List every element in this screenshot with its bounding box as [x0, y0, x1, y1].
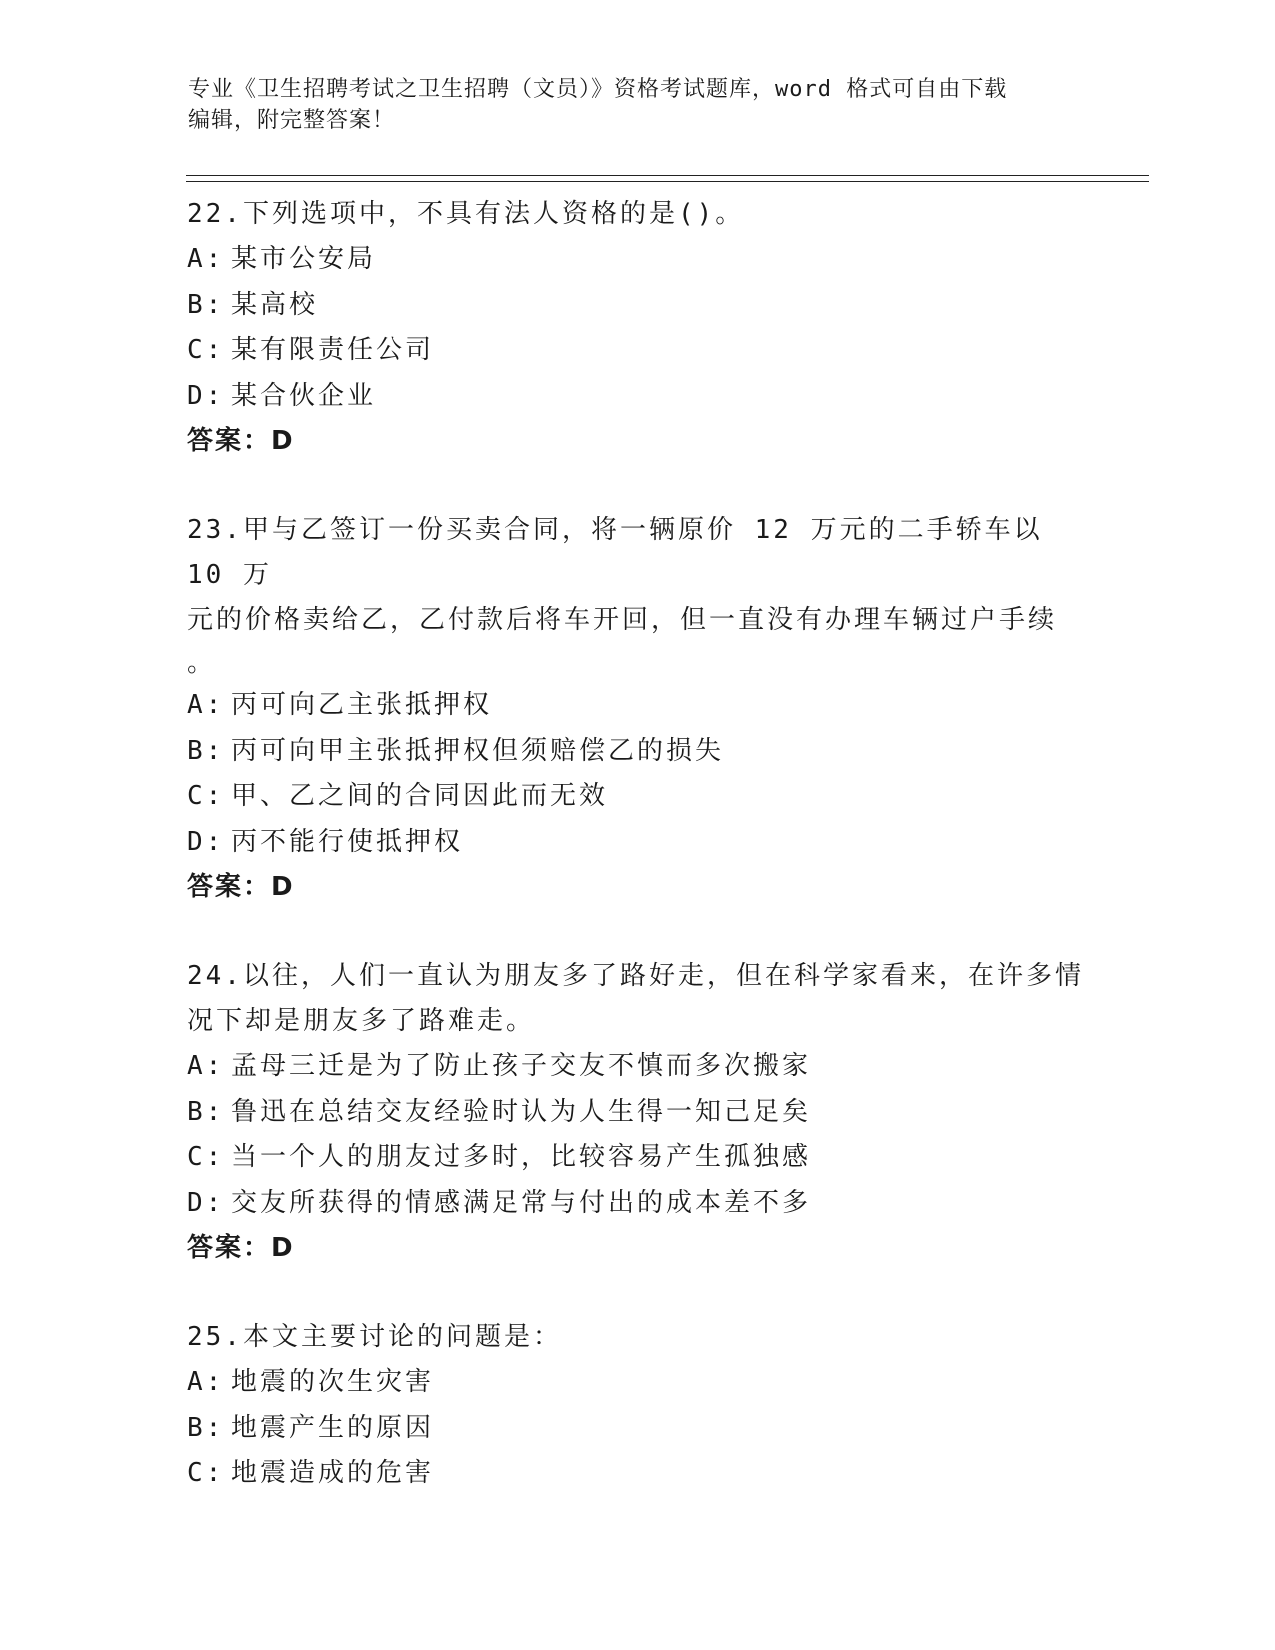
question-stem: 25.本文主要讨论的问题是： [187, 1322, 562, 1352]
option-text: 地震造成的危害 [231, 1458, 435, 1488]
question-stem-line-2: 元的价格卖给乙，乙付款后将车开回，但一直没有办理车辆过户手续 [187, 605, 1058, 635]
option-text: 丙不能行使抵押权 [231, 826, 464, 857]
option-letter: C: [187, 1142, 225, 1172]
option-letter: A: [187, 690, 225, 720]
question-24 [187, 954, 1087, 1271]
option-letter: A: [187, 244, 225, 274]
header-line-1: 专业《卫生招聘考试之卫生招聘（文员）》资格考试题库，word 格式可自由下载 [188, 77, 1008, 102]
option-text: 某高校 [231, 289, 319, 320]
option-a [187, 1044, 1087, 1090]
option-d [187, 820, 1087, 866]
header-divider-bottom [186, 181, 1149, 182]
option-letter: B: [187, 289, 225, 320]
option-text: 孟母三迁是为了防止孩子交友不慎而多次搬家 [231, 1051, 812, 1081]
option-c [187, 774, 1087, 820]
option-b [187, 729, 1087, 775]
option-letter: C: [187, 781, 225, 811]
option-letter: B: [187, 1412, 225, 1443]
question-stem-line-2: 况下却是朋友多了路难走。 [187, 1006, 536, 1036]
option-a [187, 237, 1087, 283]
header-line-2: 编辑，附完整答案！ [188, 108, 396, 133]
option-c [187, 1451, 1087, 1497]
option-b [187, 283, 1087, 329]
option-letter: A: [187, 1367, 225, 1397]
question-22 [187, 192, 1087, 464]
document-header [188, 74, 1088, 136]
answer-line: 答案：D [187, 1233, 295, 1263]
option-b [187, 1406, 1087, 1452]
answer-line: 答案：D [187, 426, 295, 456]
option-letter: D: [187, 1187, 225, 1218]
option-text: 地震的次生灾害 [231, 1367, 435, 1397]
header-divider-top [186, 175, 1149, 176]
question-list [187, 192, 1087, 1541]
option-text: 丙可向甲主张抵押权但须赔偿乙的损失 [231, 735, 725, 766]
option-text: 某有限责任公司 [231, 335, 435, 365]
question-stem: 22.下列选项中，不具有法人资格的是()。 [187, 199, 745, 229]
option-text: 地震产生的原因 [231, 1412, 435, 1443]
question-stem-line-1: 23.甲与乙签订一份买卖合同，将一辆原价 12 万元的二手轿车以 10 万 [187, 515, 1062, 590]
option-text: 某市公安局 [231, 244, 377, 274]
option-b [187, 1090, 1087, 1136]
question-25 [187, 1315, 1087, 1497]
option-a [187, 1360, 1087, 1406]
option-c [187, 1135, 1087, 1181]
option-d [187, 374, 1087, 420]
answer-line: 答案：D [187, 872, 295, 902]
question-stem-line-1: 24.以往，人们一直认为朋友多了路好走，但在科学家看来，在许多情 [187, 961, 1084, 991]
option-text: 某合伙企业 [231, 380, 377, 411]
option-letter: B: [187, 1096, 225, 1127]
option-letter: C: [187, 1458, 225, 1488]
option-letter: A: [187, 1051, 225, 1081]
question-23 [187, 508, 1087, 910]
option-text: 甲、乙之间的合同因此而无效 [231, 781, 609, 811]
option-text: 交友所获得的情感满足常与付出的成本差不多 [231, 1187, 812, 1218]
question-stem-line-3: 。 [187, 648, 217, 678]
option-letter: D: [187, 826, 225, 857]
option-letter: D: [187, 380, 225, 411]
option-letter: C: [187, 335, 225, 365]
option-a [187, 683, 1087, 729]
option-text: 丙可向乙主张抵押权 [231, 690, 493, 720]
option-c [187, 328, 1087, 374]
option-text: 鲁迅在总结交友经验时认为人生得一知己足矣 [231, 1096, 812, 1127]
option-letter: B: [187, 735, 225, 766]
option-d [187, 1181, 1087, 1227]
option-text: 当一个人的朋友过多时，比较容易产生孤独感 [231, 1142, 812, 1172]
